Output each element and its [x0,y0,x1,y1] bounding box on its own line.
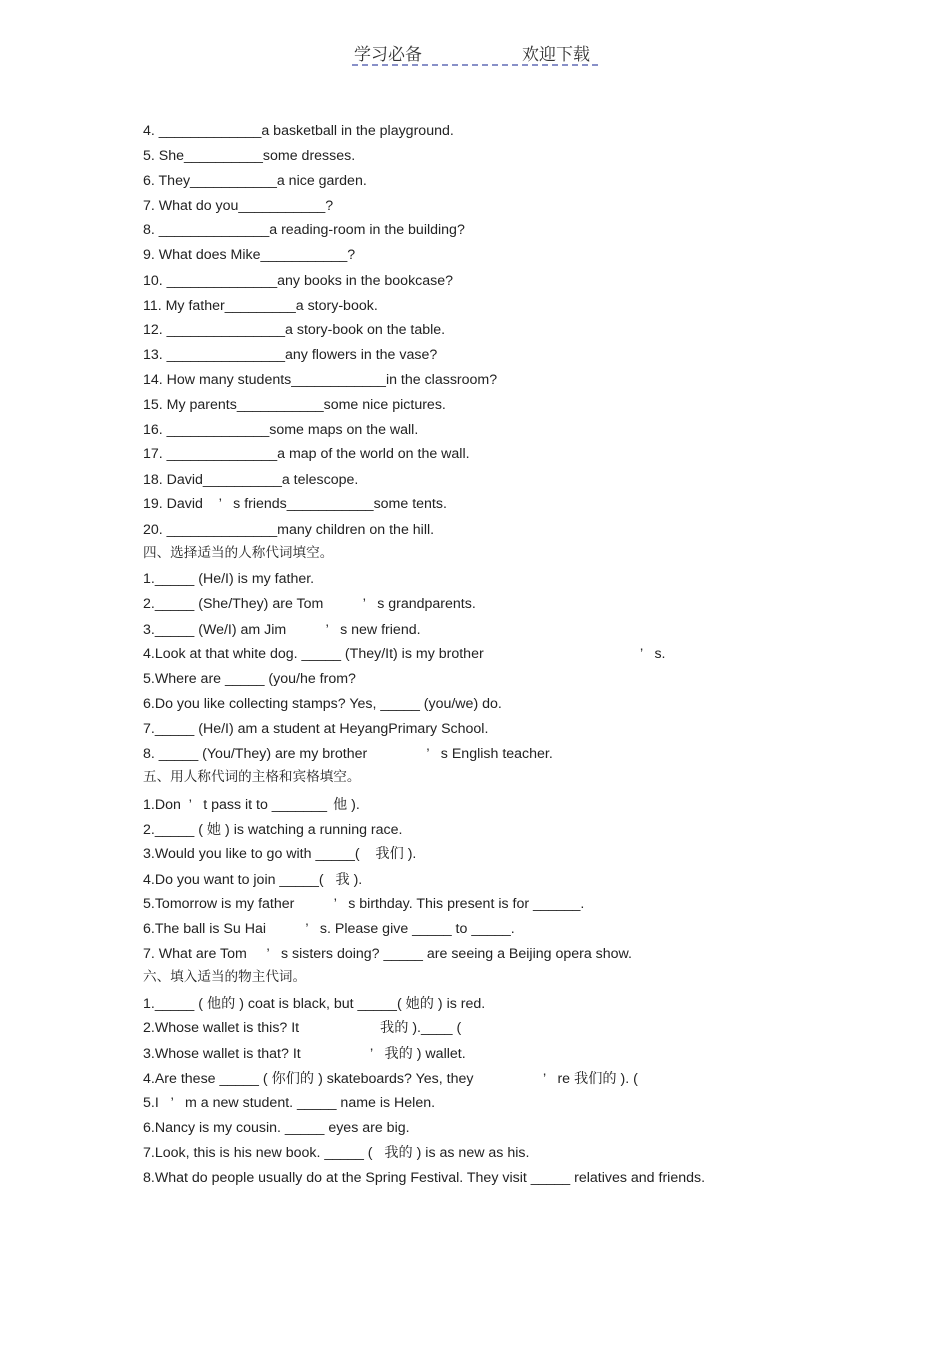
exercise-line: 14. How many students____________in the classroom? [143,372,498,388]
exercise-line: 1._____ ( 他的 ) coat is black, but _____( 她的 ) is red. [143,996,486,1012]
page-header [352,40,598,66]
exercise-line: 6.The ball is Su Hai ’ s. Please give _____ to _____. [143,921,515,937]
exercise-line: 3.Would you like to go with _____( 我们 ). [143,846,417,862]
exercise-line: 2._____ (She/They) are Tom ’ s grandparents. [143,596,476,612]
exercise-line: 1.Don ’ t pass it to _______ [143,797,328,813]
line-tail-fragment: ’ s. [640,646,666,662]
section-heading-4: 四、选择适当的人称代词填空。 [143,545,334,561]
exercise-line: 2._____ ( 她 ) is watching a running race. [143,822,403,838]
exercise-line: 9. What does Mike___________? [143,247,356,263]
exercise-line: 12. _______________a story-book on the table. [143,322,446,338]
exercise-line: 19. David ’ s friends___________some tents. [143,496,447,512]
header-right-text: 欢迎下载 [522,45,590,65]
line-tail-fragment: ’ re 我们的 ). ( [543,1071,638,1087]
exercise-line: 6.Do you like collecting stamps? Yes, _____ (you/we) do. [143,696,502,712]
exercise-line: 4. _____________a basketball in the playground. [143,123,454,139]
exercise-line: 5. She__________some dresses. [143,148,356,164]
exercise-line: 5.Tomorrow is my father ’ s birthday. This present is for ______. [143,896,585,912]
exercise-line: 7._____ (He/I) am a student at HeyangPrimary School. [143,721,489,737]
exercise-line: 2.Whose wallet is this? It [143,1020,300,1036]
exercise-line: 1._____ (He/I) is my father. [143,571,315,587]
exercise-line: 20. ______________many children on the hill. [143,522,435,538]
exercise-line: 13. _______________any flowers in the vase? [143,347,438,363]
exercise-line: 17. ______________a map of the world on the wall. [143,446,470,462]
exercise-line: 8.What do people usually do at the Spring Festival. They visit _____ relatives and friends. [143,1170,706,1186]
exercise-line: 8. _____ (You/They) are my brother ’ s English teacher. [143,746,553,762]
exercise-line: 6. They___________a nice garden. [143,173,367,189]
exercise-line: 7. What do you___________? [143,198,334,214]
exercise-line: 10. ______________any books in the bookcase? [143,273,454,289]
line-tail-fragment: 我的 ).____ ( [380,1020,462,1036]
exercise-line: 16. _____________some maps on the wall. [143,422,419,438]
exercise-line: 3._____ (We/I) am Jim ’ s new friend. [143,622,421,638]
exercise-line: 5.I ’ m a new student. _____ name is Helen. [143,1095,436,1111]
exercise-line: 18. David__________a telescope. [143,472,359,488]
exercise-line: 4.Are these _____ ( 你们的 ) skateboards? Yes, they [143,1071,474,1087]
exercise-line: 11. My father_________a story-book. [143,298,378,314]
line-tail-fragment: ’ 我的 ) wallet. [370,1046,466,1062]
section-heading-5: 五、用人称代词的主格和宾格填空。 [143,769,361,785]
exercise-line: 8. ______________a reading-room in the building? [143,222,465,238]
exercise-line: 7.Look, this is his new book. _____ ( 我的 ) is as new as his. [143,1145,530,1161]
exercise-line: 5.Where are _____ (you/he from? [143,671,356,687]
line-tail-fragment: 他 ). [333,797,360,813]
exercise-line: 3.Whose wallet is that? It [143,1046,301,1062]
exercise-line: 6.Nancy is my cousin. _____ eyes are big. [143,1120,410,1136]
header-left-text: 学习必备 [354,45,422,65]
exercise-line: 4.Do you want to join _____( 我 ). [143,872,363,888]
exercise-line: 15. My parents___________some nice pictures. [143,397,446,413]
exercise-line: 7. What are Tom ’ s sisters doing? _____ are seeing a Beijing opera show. [143,946,632,962]
section-heading-6: 六、填入适当的物主代词。 [143,969,307,985]
exercise-line: 4.Look at that white dog. _____ (They/It) is my brother [143,646,484,662]
